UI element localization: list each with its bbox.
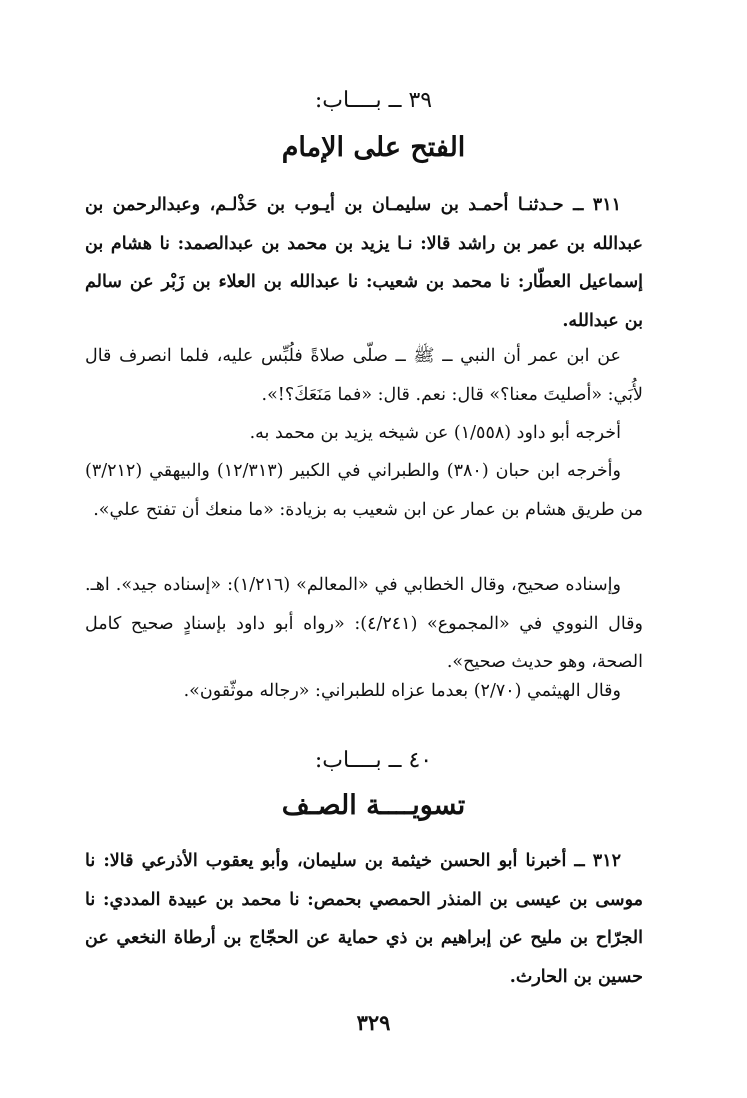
- chapter-39-number: ٣٩ ــ بــــاب:: [314, 88, 433, 113]
- page-number: ٣٢٩: [356, 1010, 391, 1035]
- hadith-311-matn: عن ابن عمر أن النبي ــ ﷺ ــ صلّى صلاةً فلُبِّس عليه، فلما انصرف قال لأُبَي: «أصليتَ معنا؟» قال: نعم. قال: «فما مَنَعَكَ؟!».: [85, 346, 643, 405]
- hadith-311-takhrij-4: وقال الهيثمي (٢/٧٠) بعدما عزاه للطبراني: «رجاله موثّقون».: [183, 681, 621, 701]
- hadith-311-takhrij-2: وأخرجه ابن حبان (٣٨٠) والطبراني في الكبير (١٢/٣١٣) والبيهقي (٣/٢١٢) من طريق هشام بن عمار عن ابن شعيب به بزيادة: «ما منعك أن تفتح علي».: [85, 461, 643, 520]
- chapter-40-title: تسويــــة الصـف: [281, 790, 466, 821]
- hadith-312-isnad: ٣١٢ ــ أخبرنا أبو الحسن خيثمة بن سليمان، وأبو يعقوب الأذرعي قالا: نا موسى بن عيسى بن المنذر الحمصي بحمص: نا محمد بن عبيدة المددي: نا الجرّاح بن مليح عن إبراهيم بن ذي حماية عن الحجّاج بن أرطاة النخعي عن حسين بن الحارث.: [85, 851, 643, 987]
- chapter-39-title: الفتح على الإمام: [281, 132, 466, 163]
- hadith-311-isnad: ٣١١ ــ حـدثنـا أحمـد بن سليمـان بن أيـوب بن حَذْلـم، وعبدالرحمن بن عبدالله بن عمر بن راشد قالا: نـا يزيد بن محمد بن عبدالصمد: نا هشام بن إسماعيل العطّار: نا محمد بن شعيب: نا عبدالله بن العلاء بن زَبْر عن سالم بن عبدالله.: [85, 195, 643, 331]
- chapter-40-number: ٤٠ ــ بــــاب:: [314, 748, 433, 773]
- hadith-311-takhrij-3: وإسناده صحيح، وقال الخطابي في «المعالم» (١/٢١٦): «إسناده جيد». اهـ. وقال النووي في «المجموع» (٤/٢٤١): «رواه أبو داود بإسنادٍ صحيح كامل الصحة، وهو حديث صحيح».: [85, 575, 643, 672]
- hadith-311-takhrij-1: أخرجه أبو داود (١/٥٥٨) عن شيخه يزيد بن محمد به.: [249, 423, 621, 443]
